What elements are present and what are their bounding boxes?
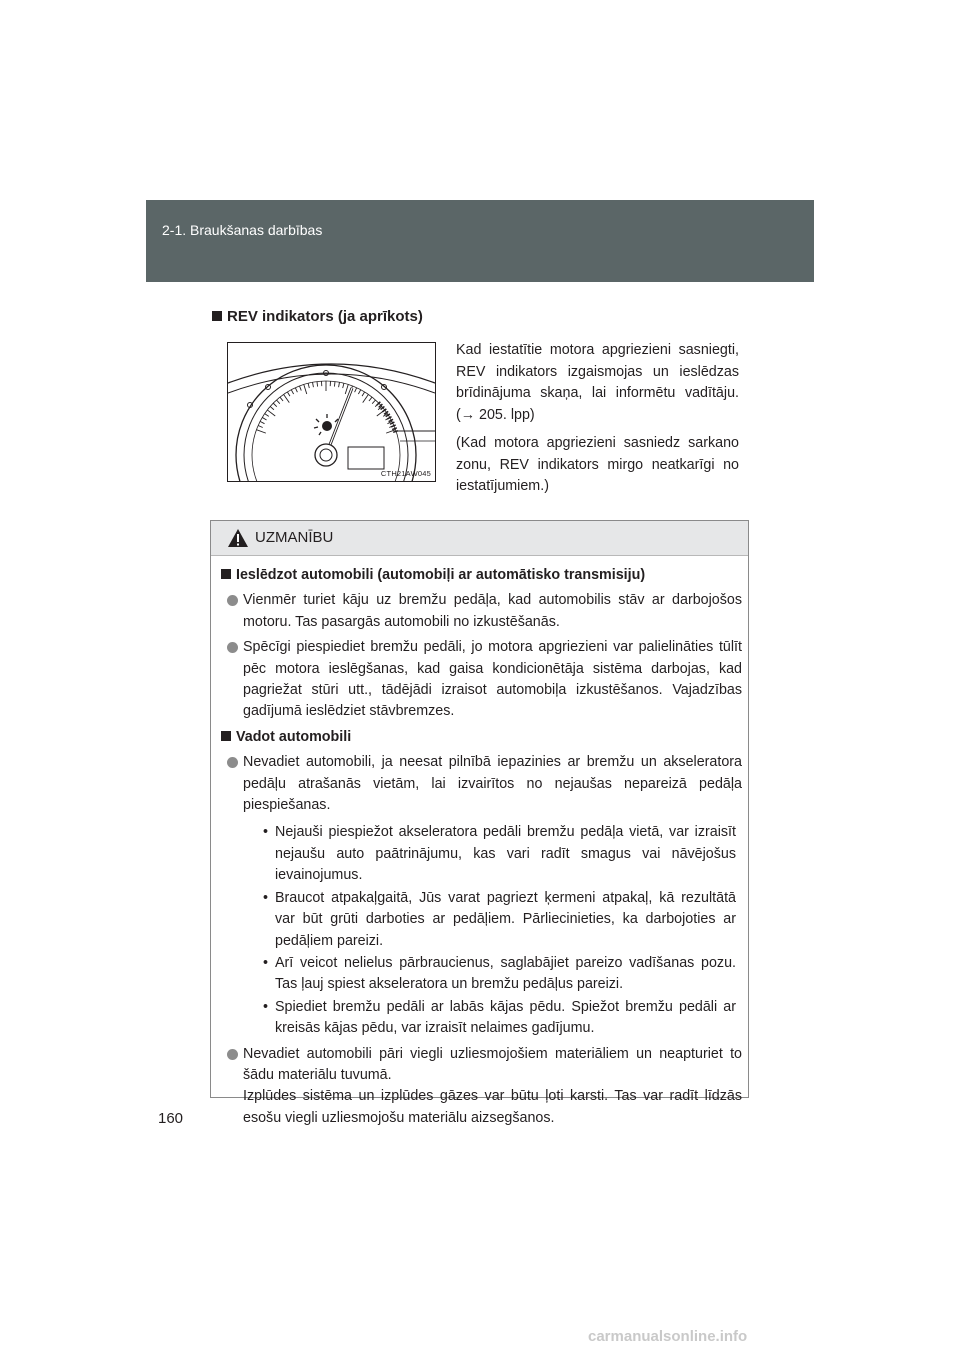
gauge-tick — [304, 384, 307, 394]
tachometer-illustration — [227, 342, 436, 482]
gauge-tick — [270, 406, 274, 409]
gauge-tick — [280, 397, 283, 401]
gauge-tick — [284, 394, 290, 402]
gauge-tick — [343, 383, 344, 388]
gauge-tick — [362, 392, 365, 396]
list-item: • Spiediet bremžu pedāli ar labās kājas pēdu. Spiežot bremžu pedāli ar kreisās kājas pēdu, var izraisīt nelaimes gadījumu. — [221, 997, 742, 1040]
gauge-tick — [287, 392, 290, 396]
gauge-tick — [369, 397, 372, 401]
caution-item-text: Nevadiet automobili pāri viegli uzliesmojošiem materiāliem un neapturiet to šādu materiālu tuvumā. — [243, 1045, 742, 1083]
header-band — [146, 200, 814, 282]
warning-triangle-icon — [227, 528, 249, 548]
rev-paragraph-1: Kad iestatītie motora apgriezieni sasniegti, REV indikators izgaismojas un ieslēdzas brīdinājuma skaņa, lai informētu vadītāju. (→ 205. lpp) — [456, 342, 739, 423]
section-title: 2-1. Braukšanas darbības — [162, 222, 323, 238]
page-number: 160 — [158, 1110, 184, 1127]
tachometer-icon — [228, 343, 435, 481]
caution-box — [210, 520, 749, 1126]
gauge-tick — [358, 390, 360, 394]
caution-bullet-list — [221, 822, 742, 1039]
caution-header — [211, 521, 748, 556]
gauge-tick — [258, 425, 263, 427]
caution-item-text: Vienmēr turiet kāju uz bremžu pedāļa, kad automobilis stāv ar darbojošos motoru. Tas pasargās automobili no izkustēšanās. — [243, 592, 742, 630]
caution-section-1-heading — [221, 565, 742, 586]
circle-bullet-icon — [227, 1049, 238, 1060]
gauge-tick — [308, 383, 309, 388]
caution-item-text: Izplūdes sistēma un izplūdes gāzes var būtu ļoti karsti. Tas var radīt līdzās esošu viegli uzliesmojošu materiālu aizsegšanos. — [243, 1088, 742, 1126]
rev-description — [456, 340, 739, 505]
figure-code: CTH21AW045 — [380, 469, 431, 478]
caution-item-text: Spēcīgi piespiediet bremžu pedāli, jo motora apgriezieni var palielināties tūlīt pēc motora ieslēgšanas, kad gaisa kondicionētāja sistēma darbojas, kad pagriežat stūri utt., tādējādi izraisot automobiļa izkustēšanos. Vajadzības gadījumā ieslēdziet stāvbremzes. — [243, 639, 742, 720]
gauge-tick — [363, 394, 369, 402]
gauge-tick — [256, 430, 265, 433]
gauge-tick — [267, 410, 275, 416]
gauge-tick — [262, 417, 266, 420]
gauge-tick — [313, 382, 314, 387]
gauge-tick — [273, 403, 277, 407]
gauge-tick — [265, 414, 269, 417]
caution-section-2-heading — [221, 727, 742, 748]
list-item: • Braucot atpakaļgaitā, Jūs varat pagriezt ķermeni atpakaļ, kā rezultātā var būt grūti darboties ar pedāļiem. Pārliecinieties, ka darbojoties ar pedāļiem pareizi. — [221, 888, 742, 952]
caution-section-2-heading-text: Vadot automobili — [236, 728, 352, 745]
caution-item — [221, 590, 742, 633]
gauge-tick — [299, 386, 301, 391]
circle-bullet-icon — [227, 757, 238, 768]
gauge-tick — [260, 421, 264, 423]
caution-item — [221, 752, 742, 816]
rev-paragraph-2: (Kad motora apgriezieni sasniedz sarkano zonu, REV indikators mirgo neatkarīgi no iestatījumiem.) — [456, 435, 739, 494]
circle-bullet-icon — [227, 642, 238, 653]
rev-heading — [212, 308, 423, 325]
caution-item-text: Nevadiet automobili, ja neesat pilnībā iepazinies ar bremžu un akseleratora pedāļu atrašanās vietām, lai izvairītos no nejaušas nepareizā pedāļa piespiešanas. — [243, 754, 742, 814]
list-item: • Nejauši piespiežot akseleratora pedāli bremžu pedāļa vietā, var izraisīt nejaušu auto paātrinājumu, kas vari radīt smagus vai nāvējošus ievainojumus. — [221, 822, 742, 886]
gauge-tick — [339, 382, 340, 387]
caution-title: UZMANĪBU — [255, 529, 334, 546]
gauge-tick — [372, 400, 375, 404]
caution-item — [221, 637, 742, 723]
watermark: carmanualsonline.info — [588, 1328, 748, 1345]
circle-bullet-icon — [227, 595, 238, 606]
gauge-tick — [317, 382, 318, 387]
rev-heading-text: REV indikators (ja aprīkots) — [227, 308, 423, 325]
gauge-tick — [276, 400, 279, 404]
list-item: • Arī veicot nelielus pārbraucienus, saglabājiet pareizo vadīšanas pozu. Tas ļauj spiest akseleratora un bremžu pedāļus pareizi. — [221, 953, 742, 996]
square-bullet-icon — [221, 569, 231, 579]
caution-item — [221, 1044, 742, 1130]
gauge-tick — [355, 388, 357, 393]
gauge-tick — [291, 390, 293, 394]
caution-body — [211, 556, 748, 1129]
square-bullet-icon — [212, 311, 222, 321]
gauge-tick — [334, 382, 335, 387]
gauge-tick — [345, 384, 348, 394]
square-bullet-icon — [221, 731, 231, 741]
caution-section-1-heading-text: Ieslēdzot automobili (automobiļi ar automātisko transmisiju) — [236, 567, 646, 583]
gauge-tick — [295, 388, 297, 393]
